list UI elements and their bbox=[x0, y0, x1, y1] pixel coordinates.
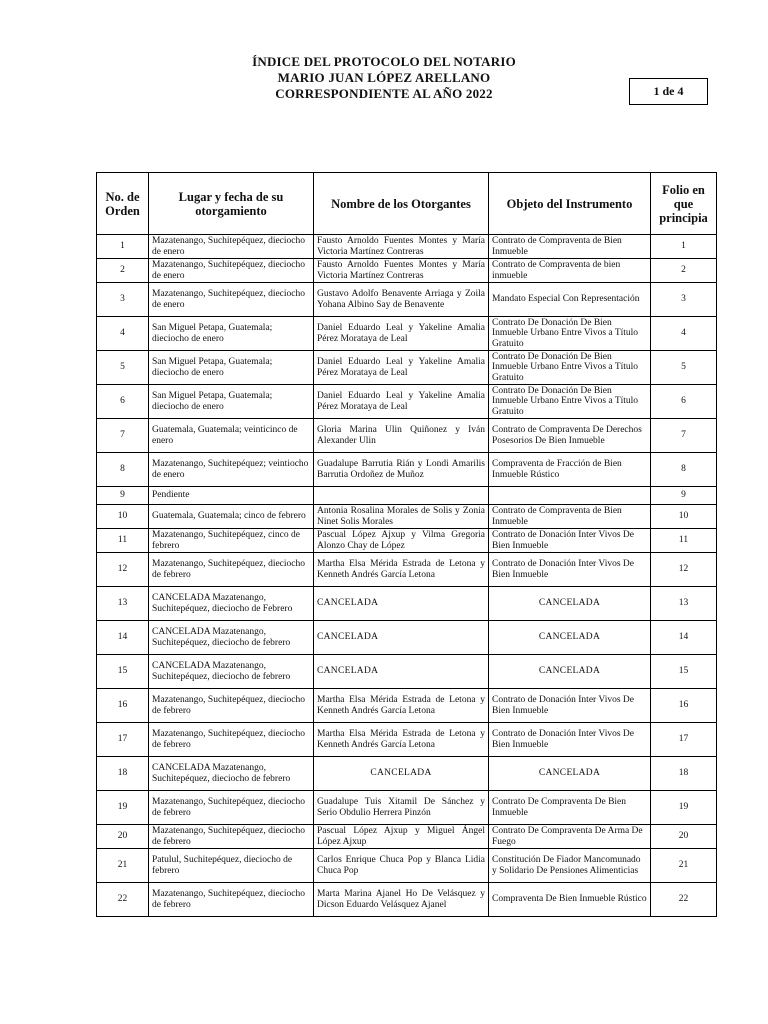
grantor-names: CANCELADA bbox=[314, 757, 489, 791]
grantor-names bbox=[314, 487, 489, 505]
instrument-object: CANCELADA bbox=[489, 757, 651, 791]
grantor-names: Gustavo Adolfo Benavente Arriaga y Zoila Yohana Albino Say de Benavente bbox=[314, 283, 489, 317]
grantor-names: Guadalupe Barrutia Rián y Londi Amarilis Barrutia Ordoñez de Muñoz bbox=[314, 453, 489, 487]
folio-number: 18 bbox=[651, 757, 717, 791]
folio-number: 12 bbox=[651, 553, 717, 587]
header-num: No. de Orden bbox=[97, 173, 149, 235]
table-row bbox=[97, 453, 717, 487]
instrument-object: Contrato De Donación De Bien Inmueble Urbano Entre Vivos a Título Gratuito bbox=[489, 317, 651, 351]
folio-number: 4 bbox=[651, 317, 717, 351]
order-number: 1 bbox=[97, 235, 149, 259]
table-row bbox=[97, 791, 717, 825]
instrument-object: Contrato de Compraventa de Bien Inmueble bbox=[489, 505, 651, 529]
place-date: Mazatenango, Suchitepéquez, cinco de febrero bbox=[149, 529, 314, 553]
order-number: 4 bbox=[97, 317, 149, 351]
table-row bbox=[97, 825, 717, 849]
table-row bbox=[97, 529, 717, 553]
grantor-names: Carlos Enrique Chuca Pop y Blanca Lidia Chuca Pop bbox=[314, 849, 489, 883]
grantor-names: Fausto Arnoldo Fuentes Montes y María Victoria Martínez Contreras bbox=[314, 259, 489, 283]
order-number: 19 bbox=[97, 791, 149, 825]
order-number: 12 bbox=[97, 553, 149, 587]
table-row bbox=[97, 757, 717, 791]
folio-number: 1 bbox=[651, 235, 717, 259]
place-date: Mazatenango, Suchitepéquez, dieciocho de enero bbox=[149, 235, 314, 259]
grantor-names: Pascual López Ajxup y Miguel Ángel López Ajxup bbox=[314, 825, 489, 849]
table-row bbox=[97, 385, 717, 419]
table-row bbox=[97, 621, 717, 655]
protocol-index-table bbox=[96, 172, 717, 917]
title-line-3: CORRESPONDIENTE AL AÑO 2022 bbox=[275, 86, 493, 101]
folio-number: 9 bbox=[651, 487, 717, 505]
folio-number: 22 bbox=[651, 883, 717, 917]
order-number: 20 bbox=[97, 825, 149, 849]
grantor-names: Martha Elsa Mérida Estrada de Letona y Kenneth Andrés García Letona bbox=[314, 723, 489, 757]
instrument-object: Compraventa de Fracción de Bien Inmueble Rústico bbox=[489, 453, 651, 487]
place-date: Mazatenango, Suchitepéquez; veintiocho de enero bbox=[149, 453, 314, 487]
table-row bbox=[97, 655, 717, 689]
header-place: Lugar y fecha de su otorgamiento bbox=[149, 173, 314, 235]
order-number: 8 bbox=[97, 453, 149, 487]
grantor-names: Daniel Eduardo Leal y Yakeline Amalia Pérez Morataya de Leal bbox=[314, 351, 489, 385]
table-row bbox=[97, 587, 717, 621]
instrument-object: Contrato De Compraventa De Arma De Fuego bbox=[489, 825, 651, 849]
folio-number: 3 bbox=[651, 283, 717, 317]
folio-number: 20 bbox=[651, 825, 717, 849]
order-number: 6 bbox=[97, 385, 149, 419]
grantor-names: CANCELADA bbox=[314, 655, 489, 689]
instrument-object: Contrato de Compraventa de Bien Inmueble bbox=[489, 235, 651, 259]
instrument-object: Contrato de Donación Inter Vivos De Bien Inmueble bbox=[489, 529, 651, 553]
folio-number: 8 bbox=[651, 453, 717, 487]
place-date: Mazatenango, Suchitepéquez, dieciocho de febrero bbox=[149, 791, 314, 825]
instrument-object: Contrato de Donación Inter Vivos De Bien Inmueble bbox=[489, 689, 651, 723]
folio-number: 11 bbox=[651, 529, 717, 553]
table-row bbox=[97, 351, 717, 385]
grantor-names: Daniel Eduardo Leal y Yakeline Amalia Pérez Morataya de Leal bbox=[314, 317, 489, 351]
table-row bbox=[97, 883, 717, 917]
instrument-object: Contrato De Donación De Bien Inmueble Urbano Entre Vivos a Título Gratuito bbox=[489, 385, 651, 419]
place-date: Mazatenango, Suchitepéquez, dieciocho de enero bbox=[149, 259, 314, 283]
grantor-names: CANCELADA bbox=[314, 621, 489, 655]
instrument-object: CANCELADA bbox=[489, 621, 651, 655]
table-row bbox=[97, 259, 717, 283]
table-row bbox=[97, 689, 717, 723]
table-row bbox=[97, 283, 717, 317]
table-row bbox=[97, 505, 717, 529]
folio-number: 6 bbox=[651, 385, 717, 419]
order-number: 11 bbox=[97, 529, 149, 553]
header-names: Nombre de los Otorgantes bbox=[314, 173, 489, 235]
header-object: Objeto del Instrumento bbox=[489, 173, 651, 235]
place-date: CANCELADA Mazatenango, Suchitepéquez, dieciocho de febrero bbox=[149, 621, 314, 655]
order-number: 2 bbox=[97, 259, 149, 283]
order-number: 3 bbox=[97, 283, 149, 317]
place-date: Pendiente bbox=[149, 487, 314, 505]
order-number: 15 bbox=[97, 655, 149, 689]
grantor-names: Fausto Arnoldo Fuentes Montes y María Victoria Martínez Contreras bbox=[314, 235, 489, 259]
place-date: Mazatenango, Suchitepéquez, dieciocho de enero bbox=[149, 283, 314, 317]
table-row bbox=[97, 487, 717, 505]
place-date: Mazatenango, Suchitepéquez, dieciocho de febrero bbox=[149, 689, 314, 723]
table-row bbox=[97, 317, 717, 351]
place-date: San Miguel Petapa, Guatemala; dieciocho de enero bbox=[149, 317, 314, 351]
place-date: Guatemala, Guatemala; veinticinco de enero bbox=[149, 419, 314, 453]
grantor-names: Antonia Rosalina Morales de Solis y Zonia Ninet Solis Morales bbox=[314, 505, 489, 529]
folio-number: 14 bbox=[651, 621, 717, 655]
folio-number: 16 bbox=[651, 689, 717, 723]
order-number: 21 bbox=[97, 849, 149, 883]
order-number: 14 bbox=[97, 621, 149, 655]
grantor-names: Pascual López Ajxup y Vilma Gregoria Alonzo Chay de López bbox=[314, 529, 489, 553]
instrument-object: CANCELADA bbox=[489, 655, 651, 689]
order-number: 18 bbox=[97, 757, 149, 791]
table-row bbox=[97, 723, 717, 757]
instrument-object bbox=[489, 487, 651, 505]
grantor-names: Martha Elsa Mérida Estrada de Letona y Kenneth Andrés García Letona bbox=[314, 689, 489, 723]
order-number: 9 bbox=[97, 487, 149, 505]
order-number: 5 bbox=[97, 351, 149, 385]
place-date: Mazatenango, Suchitepéquez, dieciocho de febrero bbox=[149, 553, 314, 587]
instrument-object: Contrato de Donación Inter Vivos De Bien Inmueble bbox=[489, 553, 651, 587]
title-line-1: ÍNDICE DEL PROTOCOLO DEL NOTARIO bbox=[252, 54, 516, 69]
header-folio: Folio en que principia bbox=[651, 173, 717, 235]
order-number: 17 bbox=[97, 723, 149, 757]
folio-number: 21 bbox=[651, 849, 717, 883]
place-date: San Miguel Petapa, Guatemala; dieciocho de enero bbox=[149, 385, 314, 419]
instrument-object: Contrato de Compraventa De Derechos Posesorios De Bien Inmueble bbox=[489, 419, 651, 453]
place-date: San Miguel Petapa, Guatemala; dieciocho de enero bbox=[149, 351, 314, 385]
place-date: CANCELADA Mazatenango, Suchitepéquez, dieciocho de Febrero bbox=[149, 587, 314, 621]
place-date: Patulul, Suchitepéquez, dieciocho de febrero bbox=[149, 849, 314, 883]
folio-number: 13 bbox=[651, 587, 717, 621]
instrument-object: Compraventa De Bien Inmueble Rústico bbox=[489, 883, 651, 917]
folio-number: 2 bbox=[651, 259, 717, 283]
table-header-row bbox=[97, 173, 717, 235]
instrument-object: Contrato De Donación De Bien Inmueble Urbano Entre Vivos a Título Gratuito bbox=[489, 351, 651, 385]
folio-number: 5 bbox=[651, 351, 717, 385]
grantor-names: Marta Marina Ajanel Ho De Velásquez y Dicson Eduardo Velásquez Ajanel bbox=[314, 883, 489, 917]
order-number: 22 bbox=[97, 883, 149, 917]
place-date: Mazatenango, Suchitepéquez, dieciocho de febrero bbox=[149, 883, 314, 917]
grantor-names: CANCELADA bbox=[314, 587, 489, 621]
folio-number: 17 bbox=[651, 723, 717, 757]
order-number: 16 bbox=[97, 689, 149, 723]
grantor-names: Gloria Marina Ulin Quiñonez y Iván Alexander Ulin bbox=[314, 419, 489, 453]
grantor-names: Daniel Eduardo Leal y Yakeline Amalia Pérez Morataya de Leal bbox=[314, 385, 489, 419]
order-number: 7 bbox=[97, 419, 149, 453]
place-date: CANCELADA Mazatenango, Suchitepéquez, dieciocho de febrero bbox=[149, 757, 314, 791]
place-date: CANCELADA Mazatenango, Suchitepéquez, dieciocho de febrero bbox=[149, 655, 314, 689]
folio-number: 10 bbox=[651, 505, 717, 529]
grantor-names: Guadalupe Tuis Xitamil De Sánchez y Serio Obdulio Herrera Pinzón bbox=[314, 791, 489, 825]
place-date: Mazatenango, Suchitepéquez, dieciocho de febrero bbox=[149, 825, 314, 849]
table-row bbox=[97, 849, 717, 883]
folio-number: 15 bbox=[651, 655, 717, 689]
table-row bbox=[97, 553, 717, 587]
order-number: 13 bbox=[97, 587, 149, 621]
order-number: 10 bbox=[97, 505, 149, 529]
instrument-object: Contrato De Compraventa De Bien Inmueble bbox=[489, 791, 651, 825]
folio-number: 7 bbox=[651, 419, 717, 453]
instrument-object: Mandato Especial Con Representación bbox=[489, 283, 651, 317]
place-date: Guatemala, Guatemala; cinco de febrero bbox=[149, 505, 314, 529]
title-line-2: MARIO JUAN LÓPEZ ARELLANO bbox=[277, 70, 491, 85]
table-row bbox=[97, 235, 717, 259]
place-date: Mazatenango, Suchitepéquez, dieciocho de febrero bbox=[149, 723, 314, 757]
page-number-box: 1 de 4 bbox=[629, 78, 708, 105]
instrument-object: Constitución De Fiador Mancomunado y Solidario De Pensiones Alimenticias bbox=[489, 849, 651, 883]
instrument-object: Contrato de Donación Inter Vivos De Bien Inmueble bbox=[489, 723, 651, 757]
instrument-object: CANCELADA bbox=[489, 587, 651, 621]
table-row bbox=[97, 419, 717, 453]
grantor-names: Martha Elsa Mérida Estrada de Letona y Kenneth Andrés García Letona bbox=[314, 553, 489, 587]
instrument-object: Contrato de Compraventa de bien inmueble bbox=[489, 259, 651, 283]
folio-number: 19 bbox=[651, 791, 717, 825]
